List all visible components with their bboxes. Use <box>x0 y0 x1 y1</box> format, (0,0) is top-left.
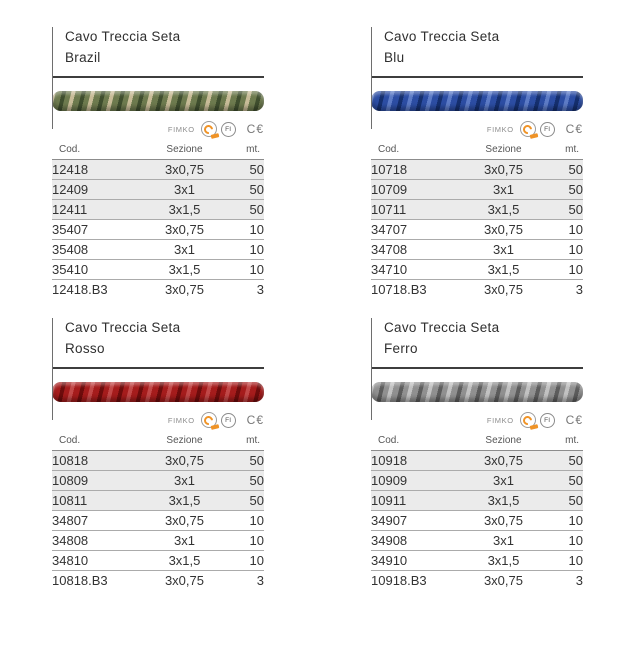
title-divider <box>371 367 583 369</box>
table-row <box>52 240 264 260</box>
cell-sezione: 3x1,5 <box>464 260 542 280</box>
fimko-badge-icon <box>520 121 536 137</box>
cell-sezione: 3x0,75 <box>464 451 542 471</box>
cell-cod: 10909 <box>371 471 464 491</box>
fimko-ribbon-icon <box>210 133 219 139</box>
table-row <box>52 220 264 240</box>
cell-cod: 34810 <box>52 551 145 571</box>
title-divider <box>371 76 583 78</box>
table-row <box>52 260 264 280</box>
table-header-row <box>52 144 264 160</box>
cell-sezione: 3x1 <box>464 180 542 200</box>
cell-sezione: 3x0,75 <box>145 451 223 471</box>
cell-sezione: 3x1,5 <box>145 551 223 571</box>
cell-mt: 50 <box>224 180 264 200</box>
table-header-row <box>52 435 264 451</box>
cell-sezione: 3x1,5 <box>464 551 542 571</box>
cell-sezione: 3x0,75 <box>483 282 523 297</box>
cell-cod: 34907 <box>371 511 464 531</box>
product-title: Cavo Treccia Seta <box>384 320 500 335</box>
cell-mt: 50 <box>543 160 583 180</box>
cell-sezione: 3x1,5 <box>145 260 223 280</box>
title-accent-line <box>52 27 53 129</box>
cell-cod: 34710 <box>371 260 464 280</box>
panel-title-block <box>371 316 583 359</box>
col-header-cod: Cod. <box>371 144 464 160</box>
ce-mark: C€ <box>565 413 583 427</box>
cell-sezione: 3x1,5 <box>464 200 542 220</box>
cell-mt: 10 <box>224 551 264 571</box>
cell-mt: 10 <box>543 220 583 240</box>
table-row <box>52 200 264 220</box>
product-title: Cavo Treccia Seta <box>384 29 500 44</box>
fi-mark-icon: FI <box>221 122 236 137</box>
cell-mt: 50 <box>224 471 264 491</box>
cable-image <box>371 382 583 402</box>
table-row <box>371 491 583 511</box>
table-row <box>371 160 583 180</box>
product-title: Cavo Treccia Seta <box>65 320 181 335</box>
cell-cod: 34807 <box>52 511 145 531</box>
cell-mt: 10 <box>543 551 583 571</box>
cell-mt: 50 <box>543 471 583 491</box>
certification-row <box>52 119 264 139</box>
cell-sezione: 3x0,75 <box>464 160 542 180</box>
table-row <box>52 280 264 300</box>
product-color-name: Blu <box>384 50 405 65</box>
cell-cod: 10711 <box>371 200 464 220</box>
col-header-sezione: Sezione <box>145 144 223 160</box>
table-row <box>371 200 583 220</box>
cell-mt: 10 <box>224 240 264 260</box>
product-panel-ferro <box>371 316 583 590</box>
cell-sezione: 3x0,75 <box>145 511 223 531</box>
cell-cod: 10809 <box>52 471 145 491</box>
fimko-label: FIMKO <box>486 415 514 425</box>
cell-sezione: 3x0,75 <box>483 573 523 588</box>
cell-sezione: 3x1,5 <box>145 200 223 220</box>
fimko-label: FIMKO <box>167 124 195 134</box>
cell-cod: 10918.B3 <box>371 573 427 588</box>
col-header-mt: mt. <box>224 435 264 451</box>
panel-title-block <box>52 316 264 359</box>
product-color-name: Rosso <box>65 341 105 356</box>
cell-mt: 3 <box>575 282 583 297</box>
fimko-ribbon-icon <box>210 424 219 430</box>
cell-mt: 10 <box>543 531 583 551</box>
cell-cod: 12409 <box>52 180 145 200</box>
cell-mt: 10 <box>224 511 264 531</box>
cell-cod: 34908 <box>371 531 464 551</box>
cell-sezione: 3x1 <box>145 240 223 260</box>
cell-sezione: 3x1 <box>464 471 542 491</box>
fimko-label: FIMKO <box>486 124 514 134</box>
table-row <box>52 571 264 591</box>
table-row <box>371 180 583 200</box>
ce-mark: C€ <box>246 413 264 427</box>
product-panel-blu <box>371 25 583 299</box>
table-row <box>371 471 583 491</box>
cell-mt: 3 <box>256 282 264 297</box>
table-row <box>371 220 583 240</box>
fimko-label: FIMKO <box>167 415 195 425</box>
cell-mt: 50 <box>543 491 583 511</box>
cell-cod: 34707 <box>371 220 464 240</box>
product-panel-rosso <box>52 316 264 590</box>
cell-cod: 12418.B3 <box>52 282 108 297</box>
certification-row <box>52 410 264 430</box>
panel-title-block <box>371 25 583 68</box>
cable-image <box>52 382 264 402</box>
table-header-row <box>371 435 583 451</box>
cell-cod: 12418 <box>52 160 145 180</box>
cell-cod: 10818.B3 <box>52 573 108 588</box>
certification-row <box>371 410 583 430</box>
cell-mt: 50 <box>224 160 264 180</box>
ce-mark: C€ <box>565 122 583 136</box>
table-row <box>371 551 583 571</box>
cell-mt: 50 <box>543 451 583 471</box>
fimko-badge-icon <box>201 412 217 428</box>
fimko-badge-icon <box>520 412 536 428</box>
product-panel-brazil <box>52 25 264 299</box>
cell-mt: 3 <box>575 573 583 588</box>
cell-cod: 10918 <box>371 451 464 471</box>
fimko-badge-icon <box>201 121 217 137</box>
table-row <box>52 551 264 571</box>
cell-cod: 35407 <box>52 220 145 240</box>
cell-sezione: 3x0,75 <box>164 573 204 588</box>
cell-sezione: 3x1 <box>145 471 223 491</box>
table-row <box>371 240 583 260</box>
cell-sezione: 3x0,75 <box>145 220 223 240</box>
cell-cod: 34708 <box>371 240 464 260</box>
cell-mt: 10 <box>543 260 583 280</box>
cell-cod: 34910 <box>371 551 464 571</box>
spec-table <box>371 144 583 299</box>
cable-image <box>52 91 264 111</box>
cell-sezione: 3x1 <box>464 240 542 260</box>
product-color-name: Brazil <box>65 50 101 65</box>
table-row <box>371 451 583 471</box>
title-accent-line <box>52 318 53 420</box>
cell-cod: 10811 <box>52 491 145 511</box>
col-header-sezione: Sezione <box>464 435 542 451</box>
table-row <box>52 471 264 491</box>
title-divider <box>52 367 264 369</box>
title-accent-line <box>371 318 372 420</box>
col-header-cod: Cod. <box>52 435 145 451</box>
table-row <box>52 511 264 531</box>
spec-table <box>52 435 264 590</box>
fimko-ribbon-icon <box>529 133 538 139</box>
spec-table <box>52 144 264 299</box>
cell-cod: 35410 <box>52 260 145 280</box>
table-row <box>371 511 583 531</box>
cell-mt: 10 <box>543 511 583 531</box>
fi-mark-icon: FI <box>540 122 555 137</box>
cell-cod: 10911 <box>371 491 464 511</box>
table-row <box>52 531 264 551</box>
fimko-ribbon-icon <box>529 424 538 430</box>
panel-title-block <box>52 25 264 68</box>
cell-cod: 35408 <box>52 240 145 260</box>
cell-mt: 10 <box>224 531 264 551</box>
cell-mt: 50 <box>224 451 264 471</box>
cell-cod: 10718.B3 <box>371 282 427 297</box>
cell-cod: 12411 <box>52 200 145 220</box>
col-header-mt: mt. <box>543 144 583 160</box>
cell-sezione: 3x1,5 <box>145 491 223 511</box>
table-row <box>371 571 583 591</box>
cable-image <box>371 91 583 111</box>
product-title: Cavo Treccia Seta <box>65 29 181 44</box>
ce-mark: C€ <box>246 122 264 136</box>
title-divider <box>52 76 264 78</box>
table-row <box>371 531 583 551</box>
table-header-row <box>371 144 583 160</box>
table-row <box>52 160 264 180</box>
cell-mt: 50 <box>543 180 583 200</box>
table-row <box>371 260 583 280</box>
fi-mark-icon: FI <box>221 413 236 428</box>
cell-mt: 3 <box>256 573 264 588</box>
col-header-cod: Cod. <box>52 144 145 160</box>
cell-sezione: 3x1 <box>145 180 223 200</box>
cell-sezione: 3x0,75 <box>464 511 542 531</box>
fi-mark-icon: FI <box>540 413 555 428</box>
cell-sezione: 3x0,75 <box>464 220 542 240</box>
table-row <box>52 451 264 471</box>
cell-mt: 50 <box>224 491 264 511</box>
cell-cod: 10718 <box>371 160 464 180</box>
table-row <box>371 280 583 300</box>
cell-mt: 10 <box>224 260 264 280</box>
cell-cod: 10709 <box>371 180 464 200</box>
product-color-name: Ferro <box>384 341 418 356</box>
cell-mt: 50 <box>543 200 583 220</box>
cell-sezione: 3x1,5 <box>464 491 542 511</box>
cell-mt: 10 <box>224 220 264 240</box>
cell-mt: 50 <box>224 200 264 220</box>
cell-sezione: 3x1 <box>145 531 223 551</box>
col-header-sezione: Sezione <box>464 144 542 160</box>
title-accent-line <box>371 27 372 129</box>
cell-sezione: 3x0,75 <box>164 282 204 297</box>
cell-cod: 34808 <box>52 531 145 551</box>
spec-table <box>371 435 583 590</box>
certification-row <box>371 119 583 139</box>
col-header-cod: Cod. <box>371 435 464 451</box>
cell-sezione: 3x0,75 <box>145 160 223 180</box>
col-header-mt: mt. <box>543 435 583 451</box>
cell-cod: 10818 <box>52 451 145 471</box>
table-row <box>52 180 264 200</box>
cell-mt: 10 <box>543 240 583 260</box>
col-header-mt: mt. <box>224 144 264 160</box>
col-header-sezione: Sezione <box>145 435 223 451</box>
table-row <box>52 491 264 511</box>
cell-sezione: 3x1 <box>464 531 542 551</box>
